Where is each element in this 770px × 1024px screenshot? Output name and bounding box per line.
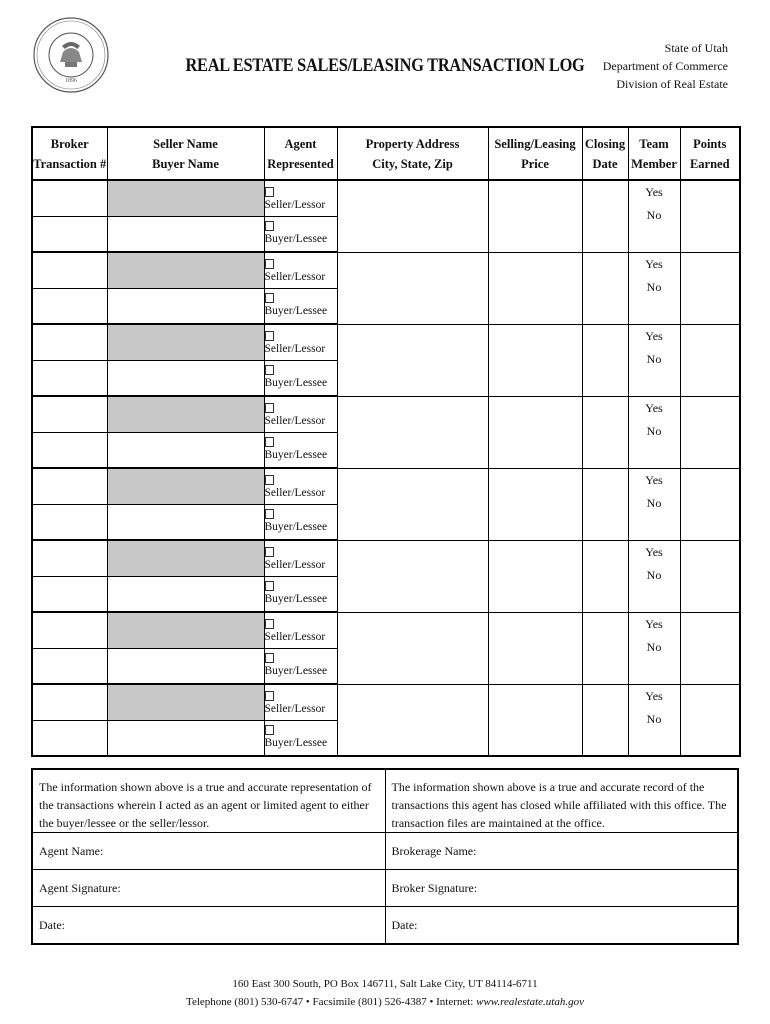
team-yes-option[interactable]: Yes <box>645 544 663 559</box>
closing-date-cell[interactable] <box>582 684 628 756</box>
footer-contact-line <box>0 993 770 1011</box>
broker-transaction-cell[interactable] <box>32 720 107 756</box>
checkbox-icon[interactable] <box>265 221 274 231</box>
broker-transaction-cell[interactable] <box>32 432 107 468</box>
team-member-cell[interactable] <box>628 396 680 468</box>
buyer-lessee-option[interactable]: Buyer/Lessee <box>264 288 337 324</box>
buyer-lessee-option[interactable]: Buyer/Lessee <box>264 216 337 252</box>
agency-block <box>603 39 728 93</box>
footer-website: www.realestate.utah.gov <box>476 996 584 1008</box>
buyer-name-cell[interactable] <box>107 504 264 540</box>
broker-transaction-cell[interactable] <box>32 576 107 612</box>
points-earned-cell[interactable] <box>680 396 740 468</box>
transaction-row-seller <box>32 180 740 216</box>
agency-department: Department of Commerce <box>602 59 728 73</box>
seller-lessor-option[interactable]: Seller/Lessor <box>264 684 337 720</box>
checkbox-icon[interactable] <box>265 187 274 197</box>
page-title: REAL ESTATE SALES/LEASING TRANSACTION LOG <box>185 55 585 76</box>
checkbox-icon[interactable] <box>265 437 274 447</box>
team-member-cell[interactable] <box>628 252 680 324</box>
checkbox-icon[interactable] <box>265 331 274 341</box>
team-no-option[interactable]: No <box>646 495 662 510</box>
team-member-cell[interactable] <box>628 684 680 756</box>
price-cell[interactable] <box>488 612 582 684</box>
col-agent-represented: Agent Represented <box>264 127 337 180</box>
seller-lessor-option[interactable]: Seller/Lessor <box>264 396 337 432</box>
broker-transaction-cell[interactable] <box>32 216 107 252</box>
buyer-name-cell[interactable] <box>107 432 264 468</box>
price-cell[interactable] <box>488 540 582 612</box>
broker-transaction-cell[interactable] <box>32 504 107 540</box>
agent-date-field[interactable]: Date: <box>32 907 385 945</box>
closing-date-cell[interactable] <box>582 468 628 540</box>
buyer-name-cell[interactable] <box>107 288 264 324</box>
seller-name-cell[interactable] <box>107 540 264 576</box>
seller-name-cell[interactable] <box>107 324 264 360</box>
buyer-lessee-option[interactable]: Buyer/Lessee <box>264 720 337 756</box>
agency-division: Division of Real Estate <box>616 77 728 91</box>
broker-transaction-cell[interactable] <box>32 396 107 432</box>
broker-transaction-cell[interactable] <box>32 612 107 648</box>
checkbox-icon[interactable] <box>265 581 274 591</box>
points-earned-cell[interactable] <box>680 612 740 684</box>
broker-transaction-cell[interactable] <box>32 540 107 576</box>
price-cell[interactable] <box>488 396 582 468</box>
broker-transaction-cell[interactable] <box>32 648 107 684</box>
transaction-row-seller <box>32 468 740 504</box>
seller-lessor-option[interactable]: Seller/Lessor <box>264 252 337 288</box>
team-no-option[interactable]: No <box>646 279 662 294</box>
seller-name-cell[interactable] <box>107 396 264 432</box>
broker-transaction-cell[interactable] <box>32 288 107 324</box>
points-earned-cell[interactable] <box>680 540 740 612</box>
property-address-cell[interactable] <box>337 468 488 540</box>
closing-date-cell[interactable] <box>582 252 628 324</box>
team-no-option[interactable]: No <box>646 639 662 654</box>
property-address-cell[interactable] <box>337 396 488 468</box>
transaction-row-seller <box>32 324 740 360</box>
closing-date-cell[interactable] <box>582 180 628 252</box>
transaction-row-seller <box>32 612 740 648</box>
transaction-row-seller <box>32 396 740 432</box>
team-member-cell[interactable] <box>628 540 680 612</box>
price-cell[interactable] <box>488 180 582 252</box>
team-yes-option[interactable]: Yes <box>645 400 663 415</box>
seller-lessor-option[interactable]: Seller/Lessor <box>264 180 337 216</box>
seller-name-cell[interactable] <box>107 684 264 720</box>
team-yes-option[interactable]: Yes <box>645 256 663 271</box>
broker-transaction-cell[interactable] <box>32 180 107 216</box>
closing-date-cell[interactable] <box>582 540 628 612</box>
agent-name-field[interactable]: Agent Name: <box>32 833 385 870</box>
team-member-cell[interactable] <box>628 324 680 396</box>
property-address-cell[interactable] <box>337 684 488 756</box>
broker-transaction-cell[interactable] <box>32 324 107 360</box>
price-cell[interactable] <box>488 468 582 540</box>
team-no-option[interactable]: No <box>646 423 662 438</box>
property-address-cell[interactable] <box>337 612 488 684</box>
checkbox-icon[interactable] <box>265 475 274 485</box>
transaction-row-seller <box>32 684 740 720</box>
checkbox-icon[interactable] <box>265 259 274 269</box>
certification-table <box>31 768 739 945</box>
transaction-log-table <box>31 126 741 757</box>
seller-lessor-option[interactable]: Seller/Lessor <box>264 468 337 504</box>
col-closing-date: Closing Date <box>582 127 628 180</box>
points-earned-cell[interactable] <box>680 468 740 540</box>
col-property-address: Property Address City, State, Zip <box>337 127 488 180</box>
seller-lessor-option[interactable]: Seller/Lessor <box>264 612 337 648</box>
closing-date-cell[interactable] <box>582 324 628 396</box>
team-yes-option[interactable]: Yes <box>645 616 663 631</box>
points-earned-cell[interactable] <box>680 252 740 324</box>
checkbox-icon[interactable] <box>265 653 274 663</box>
agent-signature-field[interactable]: Agent Signature: <box>32 870 385 907</box>
transaction-row-seller <box>32 252 740 288</box>
col-seller-buyer-name: Seller Name Buyer Name <box>107 127 264 180</box>
broker-transaction-cell[interactable] <box>32 684 107 720</box>
agency-state: State of Utah <box>664 41 728 55</box>
checkbox-icon[interactable] <box>265 547 274 557</box>
buyer-name-cell[interactable] <box>107 216 264 252</box>
transaction-row-seller <box>32 540 740 576</box>
buyer-name-cell[interactable] <box>107 648 264 684</box>
team-yes-option[interactable]: Yes <box>645 688 663 703</box>
buyer-lessee-option[interactable]: Buyer/Lessee <box>264 360 337 396</box>
points-earned-cell[interactable] <box>680 684 740 756</box>
broker-transaction-cell[interactable] <box>32 252 107 288</box>
closing-date-cell[interactable] <box>582 612 628 684</box>
closing-date-cell[interactable] <box>582 396 628 468</box>
team-no-option[interactable]: No <box>646 711 662 726</box>
points-earned-cell[interactable] <box>680 180 740 252</box>
broker-transaction-cell[interactable] <box>32 468 107 504</box>
footer-contact: Telephone (801) 530-6747 • Facsimile (801) 526-4387 • Internet: <box>186 996 474 1008</box>
buyer-lessee-option[interactable]: Buyer/Lessee <box>264 648 337 684</box>
checkbox-icon[interactable] <box>265 619 274 629</box>
checkbox-icon[interactable] <box>265 403 274 413</box>
buyer-name-cell[interactable] <box>107 360 264 396</box>
property-address-cell[interactable] <box>337 324 488 396</box>
checkbox-icon[interactable] <box>265 509 274 519</box>
col-price: Selling/Leasing Price <box>488 127 582 180</box>
property-address-cell[interactable] <box>337 540 488 612</box>
team-no-option[interactable]: No <box>646 208 662 222</box>
seller-name-cell[interactable] <box>107 612 264 648</box>
seller-lessor-option[interactable]: Seller/Lessor <box>264 540 337 576</box>
buyer-lessee-option[interactable]: Buyer/Lessee <box>264 576 337 612</box>
broker-transaction-cell[interactable] <box>32 360 107 396</box>
team-member-cell[interactable] <box>628 180 680 252</box>
price-cell[interactable] <box>488 252 582 324</box>
team-yes-option[interactable]: Yes <box>645 185 663 199</box>
buyer-lessee-option[interactable]: Buyer/Lessee <box>264 432 337 468</box>
checkbox-icon[interactable] <box>265 691 274 701</box>
team-no-option[interactable]: No <box>646 567 662 582</box>
seller-name-cell[interactable] <box>107 180 264 216</box>
price-cell[interactable] <box>488 324 582 396</box>
agent-statement: The information shown above is a true and accurate representation of the transactions wherein I acted as an agent or limited agent to either the buyer/lessee or the seller/lessor. <box>32 769 385 833</box>
brokerage-name-field[interactable]: Brokerage Name: <box>385 833 738 870</box>
property-address-cell[interactable] <box>337 252 488 324</box>
footer <box>0 975 770 1011</box>
buyer-name-cell[interactable] <box>107 576 264 612</box>
team-yes-option[interactable]: Yes <box>645 472 663 487</box>
seller-name-cell[interactable] <box>107 252 264 288</box>
broker-date-field[interactable]: Date: <box>385 907 738 945</box>
buyer-lessee-option[interactable]: Buyer/Lessee <box>264 504 337 540</box>
col-team-member: Team Member <box>628 127 680 180</box>
seller-name-cell[interactable] <box>107 468 264 504</box>
team-yes-option[interactable]: Yes <box>645 328 663 343</box>
points-earned-cell[interactable] <box>680 324 740 396</box>
broker-statement: The information shown above is a true and accurate record of the transactions this agent has closed while affiliated with this office. The transaction files are maintained at the office. <box>385 769 738 833</box>
checkbox-icon[interactable] <box>265 725 274 735</box>
col-points-earned: Points Earned <box>680 127 740 180</box>
footer-address: 160 East 300 South, PO Box 146711, Salt Lake City, UT 84114-6711 <box>232 978 538 990</box>
property-address-cell[interactable] <box>337 180 488 252</box>
team-member-cell[interactable] <box>628 612 680 684</box>
checkbox-icon[interactable] <box>265 365 274 375</box>
checkbox-icon[interactable] <box>265 293 274 303</box>
price-cell[interactable] <box>488 684 582 756</box>
buyer-name-cell[interactable] <box>107 720 264 756</box>
table-header-row <box>32 127 740 180</box>
seller-lessor-option[interactable]: Seller/Lessor <box>264 324 337 360</box>
team-member-cell[interactable] <box>628 468 680 540</box>
col-broker-transaction: Broker Transaction # <box>32 127 107 180</box>
team-no-option[interactable]: No <box>646 351 662 366</box>
broker-signature-field[interactable]: Broker Signature: <box>385 870 738 907</box>
svg-text:1896: 1896 <box>65 78 77 84</box>
